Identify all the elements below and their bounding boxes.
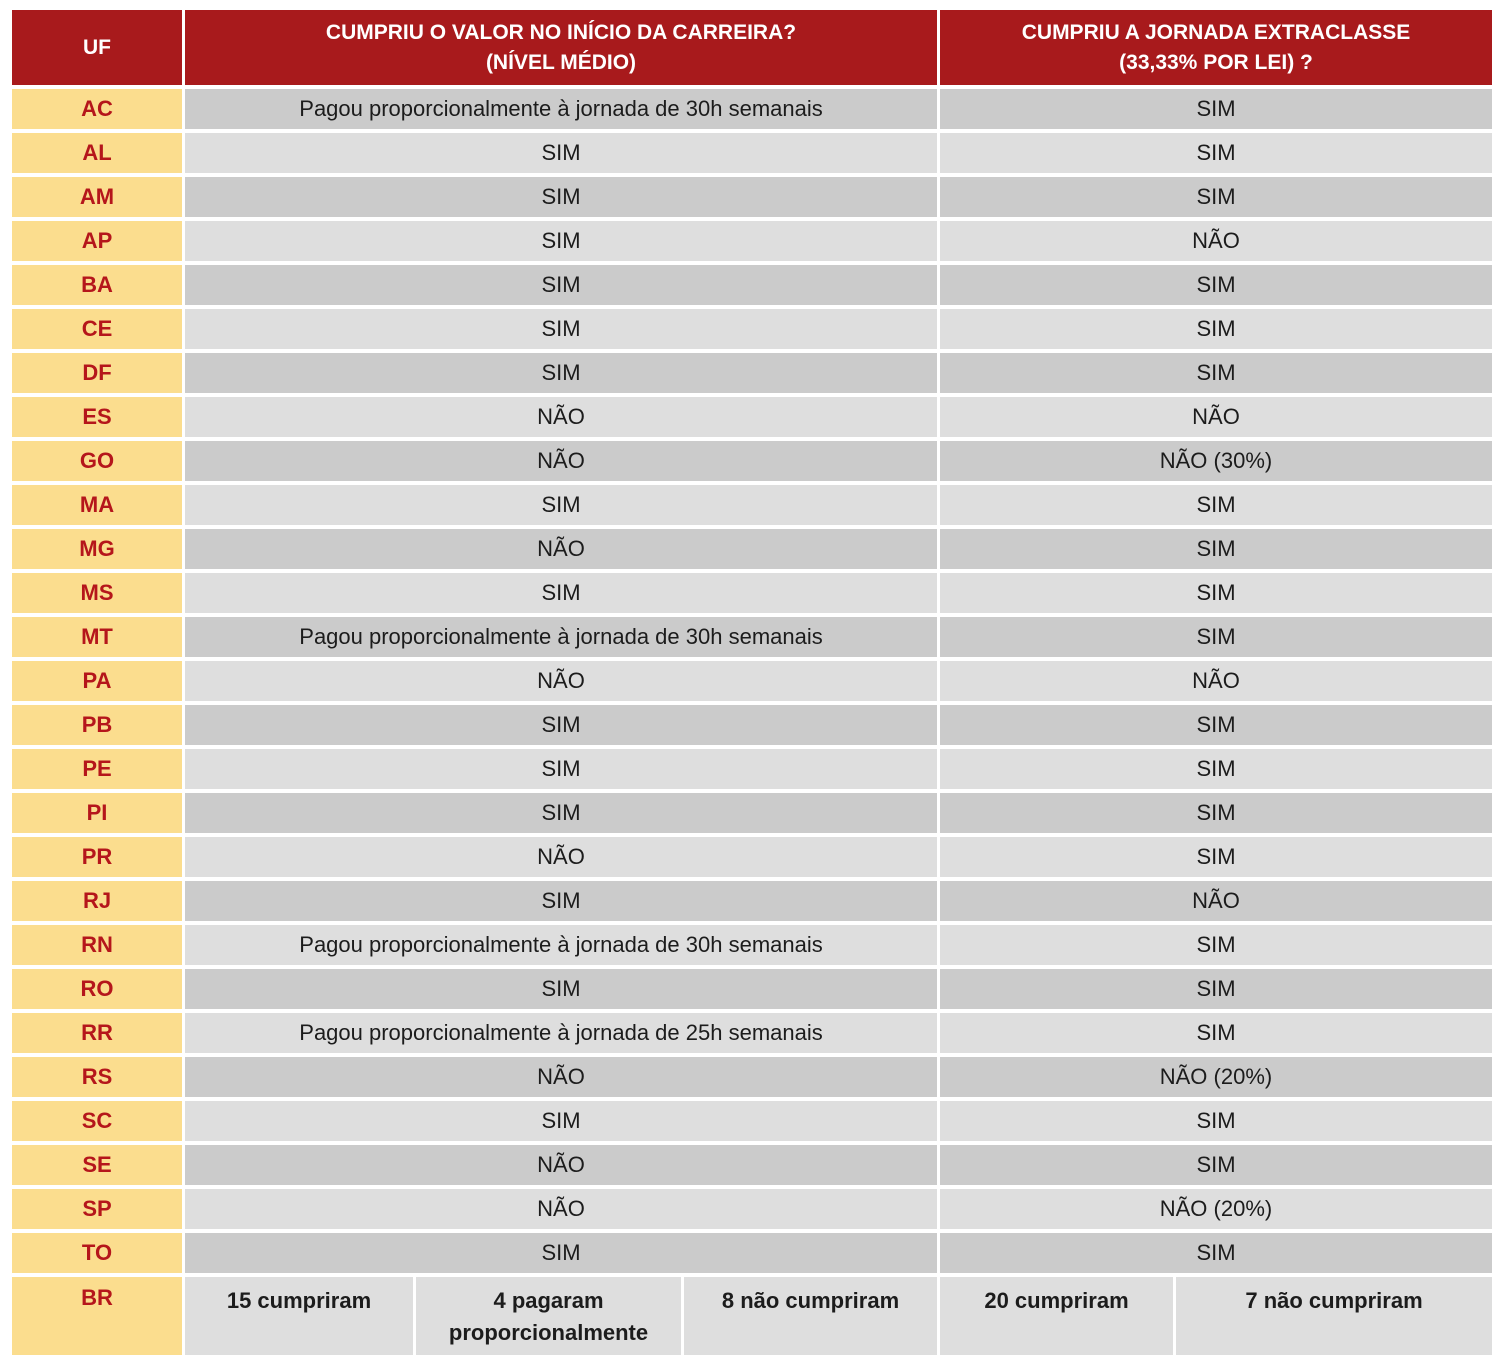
uf-cell: RJ [12, 881, 185, 925]
jornada-extraclasse-cell: NÃO [940, 661, 1492, 705]
uf-cell: ES [12, 397, 185, 441]
jornada-extraclasse-cell: NÃO (30%) [940, 441, 1492, 485]
table-row [12, 133, 1492, 177]
summary-jornada-cumpriram: 20 cumpriram [940, 1277, 1176, 1359]
uf-cell: MT [12, 617, 185, 661]
valor-inicio-carreira-cell: SIM [185, 1233, 940, 1277]
uf-cell: RR [12, 1013, 185, 1057]
jornada-extraclasse-cell: SIM [940, 925, 1492, 969]
jornada-extraclasse-cell: SIM [940, 705, 1492, 749]
table-row [12, 397, 1492, 441]
jornada-extraclasse-cell: SIM [940, 1013, 1492, 1057]
valor-inicio-carreira-cell: SIM [185, 881, 940, 925]
jornada-extraclasse-cell: NÃO [940, 221, 1492, 265]
uf-cell: AP [12, 221, 185, 265]
table-row [12, 1057, 1492, 1101]
valor-inicio-carreira-cell: SIM [185, 705, 940, 749]
valor-inicio-carreira-cell: SIM [185, 485, 940, 529]
jornada-extraclasse-cell: SIM [940, 529, 1492, 573]
table-row [12, 1101, 1492, 1145]
valor-inicio-carreira-cell: NÃO [185, 397, 940, 441]
uf-cell: PI [12, 793, 185, 837]
table-row [12, 573, 1492, 617]
table-row [12, 221, 1492, 265]
uf-cell: TO [12, 1233, 185, 1277]
jornada-extraclasse-cell: NÃO (20%) [940, 1057, 1492, 1101]
valor-inicio-carreira-cell: NÃO [185, 1057, 940, 1101]
summary-valor-cumpriram: 15 cumpriram [185, 1277, 416, 1359]
valor-inicio-carreira-cell: SIM [185, 177, 940, 221]
states-table-wrapper [12, 10, 1492, 1359]
header-jornada-extraclasse: CUMPRIU A JORNADA EXTRACLASSE (33,33% POR LEI) ? [940, 10, 1492, 89]
valor-inicio-carreira-cell: SIM [185, 793, 940, 837]
valor-inicio-carreira-cell: Pagou proporcionalmente à jornada de 30h semanais [185, 617, 940, 661]
table-row [12, 353, 1492, 397]
uf-cell: SP [12, 1189, 185, 1233]
jornada-extraclasse-cell: NÃO (20%) [940, 1189, 1492, 1233]
valor-inicio-carreira-cell: NÃO [185, 837, 940, 881]
summary-jornada-nao: 7 não cumpriram [1176, 1277, 1492, 1359]
uf-cell: RN [12, 925, 185, 969]
valor-inicio-carreira-cell: Pagou proporcionalmente à jornada de 30h semanais [185, 925, 940, 969]
uf-cell: MA [12, 485, 185, 529]
table-row [12, 969, 1492, 1013]
states-compliance-table [12, 10, 1492, 1359]
jornada-extraclasse-cell: SIM [940, 837, 1492, 881]
table-row [12, 617, 1492, 661]
valor-inicio-carreira-cell: SIM [185, 309, 940, 353]
jornada-extraclasse-cell: SIM [940, 793, 1492, 837]
jornada-extraclasse-cell: SIM [940, 133, 1492, 177]
uf-cell: PR [12, 837, 185, 881]
jornada-extraclasse-cell: SIM [940, 969, 1492, 1013]
table-row [12, 309, 1492, 353]
uf-cell: AL [12, 133, 185, 177]
summary-valor-nao: 8 não cumpriram [684, 1277, 940, 1359]
jornada-extraclasse-cell: SIM [940, 617, 1492, 661]
jornada-extraclasse-cell: NÃO [940, 397, 1492, 441]
valor-inicio-carreira-cell: NÃO [185, 1145, 940, 1189]
valor-inicio-carreira-cell: SIM [185, 573, 940, 617]
uf-cell: MG [12, 529, 185, 573]
uf-cell: SC [12, 1101, 185, 1145]
jornada-extraclasse-cell: SIM [940, 1101, 1492, 1145]
header-uf: UF [12, 10, 185, 89]
valor-inicio-carreira-cell: NÃO [185, 529, 940, 573]
table-row [12, 705, 1492, 749]
valor-inicio-carreira-cell: SIM [185, 265, 940, 309]
valor-inicio-carreira-cell: Pagou proporcionalmente à jornada de 30h semanais [185, 89, 940, 133]
table-row [12, 881, 1492, 925]
valor-inicio-carreira-cell: NÃO [185, 441, 940, 485]
uf-cell: PB [12, 705, 185, 749]
table-row [12, 925, 1492, 969]
summary-valor-proporcional: 4 pagaram proporcionalmente [416, 1277, 684, 1359]
jornada-extraclasse-cell: SIM [940, 1145, 1492, 1189]
table-row [12, 1145, 1492, 1189]
uf-cell: RO [12, 969, 185, 1013]
jornada-extraclasse-cell: SIM [940, 573, 1492, 617]
table-row [12, 441, 1492, 485]
table-row [12, 177, 1492, 221]
valor-inicio-carreira-cell: SIM [185, 133, 940, 177]
table-row [12, 661, 1492, 705]
summary-uf: BR [12, 1277, 185, 1359]
valor-inicio-carreira-cell: SIM [185, 1101, 940, 1145]
uf-cell: CE [12, 309, 185, 353]
jornada-extraclasse-cell: SIM [940, 177, 1492, 221]
valor-inicio-carreira-cell: SIM [185, 969, 940, 1013]
uf-cell: AM [12, 177, 185, 221]
table-row [12, 749, 1492, 793]
table-row [12, 1189, 1492, 1233]
table-row [12, 89, 1492, 133]
uf-cell: AC [12, 89, 185, 133]
table-header-row [12, 10, 1492, 89]
uf-cell: SE [12, 1145, 185, 1189]
uf-cell: GO [12, 441, 185, 485]
valor-inicio-carreira-cell: SIM [185, 749, 940, 793]
uf-cell: RS [12, 1057, 185, 1101]
uf-cell: PA [12, 661, 185, 705]
jornada-extraclasse-cell: SIM [940, 485, 1492, 529]
jornada-extraclasse-cell: SIM [940, 1233, 1492, 1277]
table-row [12, 1013, 1492, 1057]
jornada-extraclasse-cell: SIM [940, 749, 1492, 793]
table-row [12, 837, 1492, 881]
valor-inicio-carreira-cell: SIM [185, 221, 940, 265]
jornada-extraclasse-cell: SIM [940, 353, 1492, 397]
table-row [12, 485, 1492, 529]
table-row [12, 793, 1492, 837]
jornada-extraclasse-cell: SIM [940, 89, 1492, 133]
header-valor-inicio-carreira: CUMPRIU O VALOR NO INÍCIO DA CARREIRA? (NÍVEL MÉDIO) [185, 10, 940, 89]
table-row [12, 1233, 1492, 1277]
valor-inicio-carreira-cell: SIM [185, 353, 940, 397]
uf-cell: BA [12, 265, 185, 309]
jornada-extraclasse-cell: SIM [940, 265, 1492, 309]
summary-row [12, 1277, 1492, 1359]
uf-cell: PE [12, 749, 185, 793]
table-row [12, 265, 1492, 309]
jornada-extraclasse-cell: NÃO [940, 881, 1492, 925]
valor-inicio-carreira-cell: NÃO [185, 661, 940, 705]
valor-inicio-carreira-cell: NÃO [185, 1189, 940, 1233]
uf-cell: MS [12, 573, 185, 617]
jornada-extraclasse-cell: SIM [940, 309, 1492, 353]
uf-cell: DF [12, 353, 185, 397]
table-row [12, 529, 1492, 573]
table-body [12, 89, 1492, 1359]
valor-inicio-carreira-cell: Pagou proporcionalmente à jornada de 25h semanais [185, 1013, 940, 1057]
